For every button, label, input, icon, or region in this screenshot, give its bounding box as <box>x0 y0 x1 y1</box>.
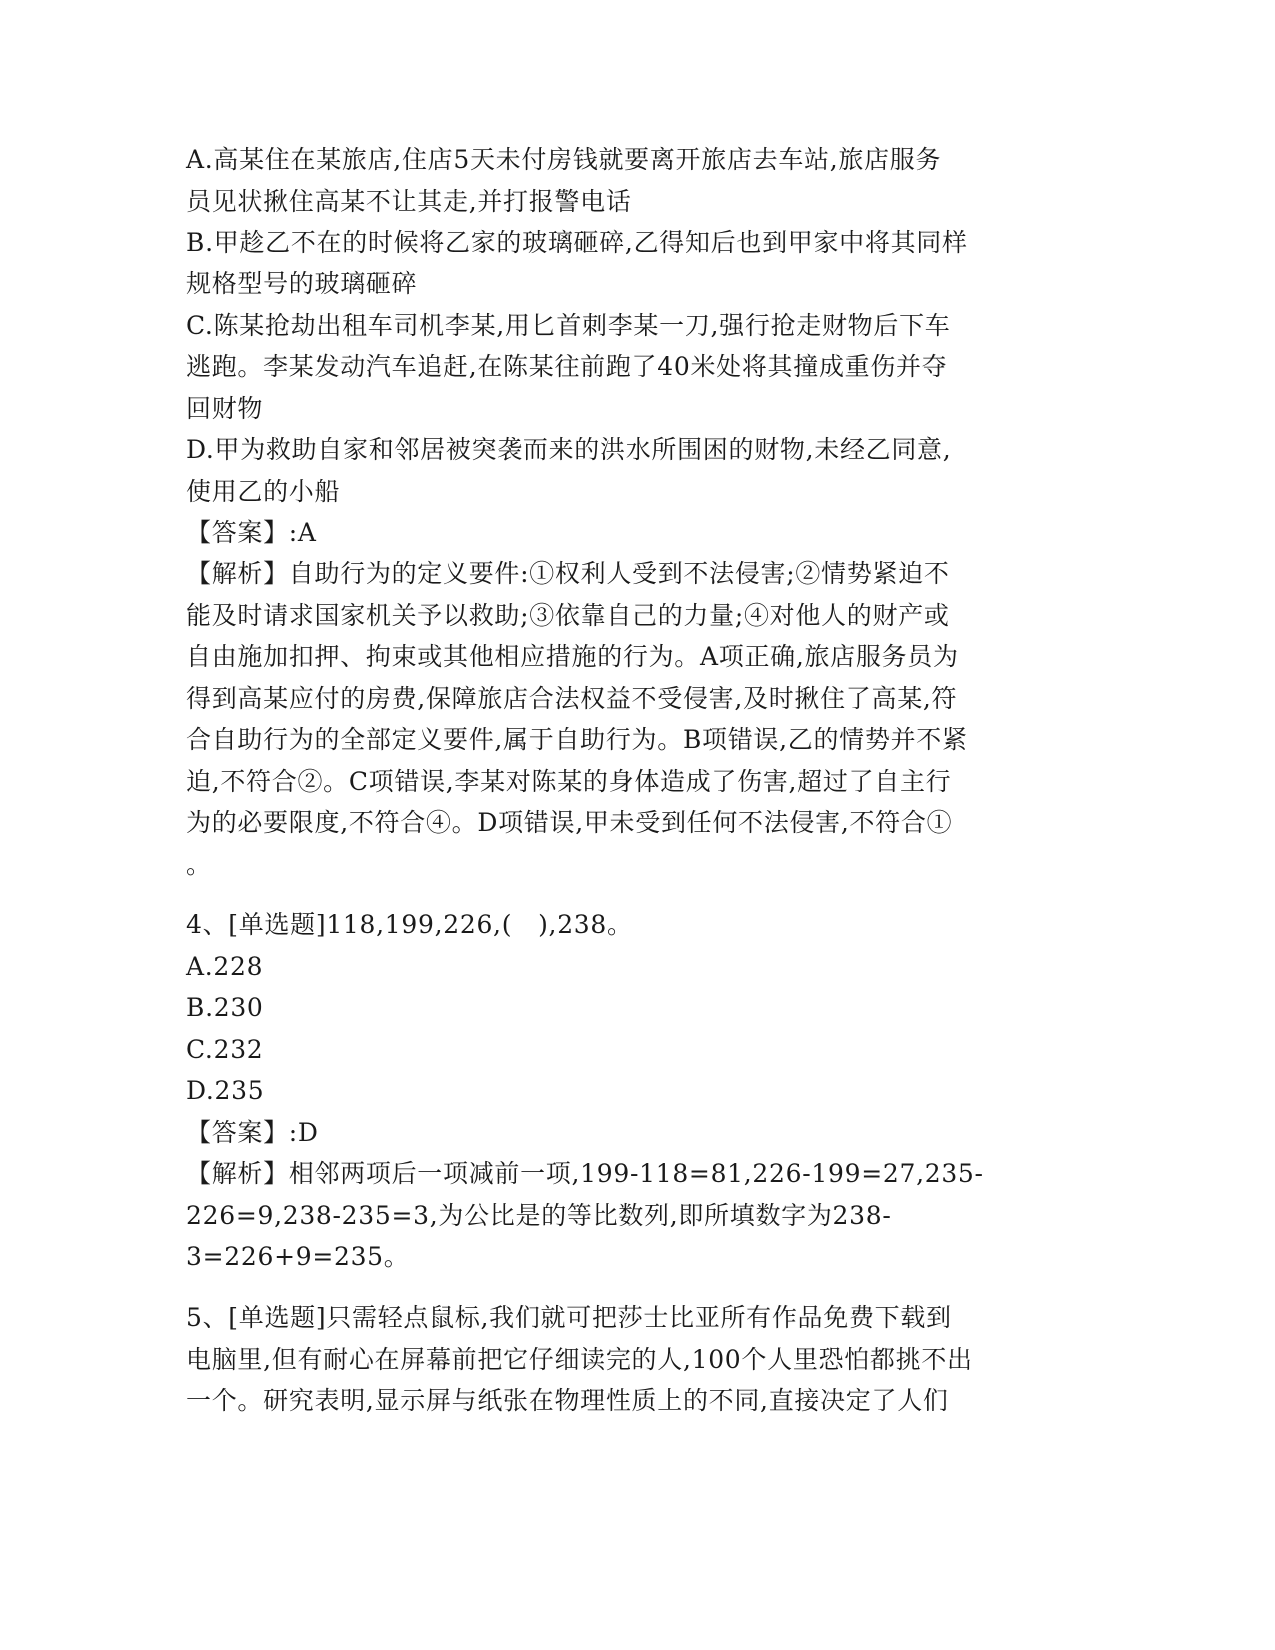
analysis-line-7: 为的必要限度,不符合④。D项错误,甲未受到任何不法侵害,不符合① <box>186 808 953 837</box>
question-5-stem-line-2: 电脑里,但有耐心在屏幕前把它仔细读完的人,100个人里恐怕都挑不出 <box>186 1345 973 1374</box>
analysis-line-8: 。 <box>186 850 212 879</box>
question-4-option-c: C.232 <box>186 1035 264 1064</box>
option-b-line-1: B.甲趁乙不在的时候将乙家的玻璃砸碎,乙得知后也到甲家中将其同样 <box>186 228 968 257</box>
option-c-line-3: 回财物 <box>186 394 264 423</box>
answer-label: 【答案】:A <box>186 518 317 547</box>
analysis-line-4: 得到高某应付的房费,保障旅店合法权益不受侵害,及时揪住了高某,符 <box>186 684 958 713</box>
question-4-analysis-line-1: 【解析】相邻两项后一项减前一项,199-118=81,226-199=27,235- <box>186 1159 984 1188</box>
question-4-analysis-line-3: 3=226+9=235。 <box>186 1242 410 1271</box>
question-4-answer: 【答案】:D <box>186 1118 319 1147</box>
analysis-line-1: 【解析】自助行为的定义要件:①权利人受到不法侵害;②情势紧迫不 <box>186 559 950 588</box>
question-5-stem-line-3: 一个。研究表明,显示屏与纸张在物理性质上的不同,直接决定了人们 <box>186 1386 949 1415</box>
option-a-line-1: A.高某住在某旅店,住店5天未付房钱就要离开旅店去车站,旅店服务 <box>186 145 942 174</box>
question-4-option-b: B.230 <box>186 993 264 1022</box>
question-5-stem-line-1: 5、[单选题]只需轻点鼠标,我们就可把莎士比亚所有作品免费下载到 <box>186 1303 952 1332</box>
option-d-line-2: 使用乙的小船 <box>186 477 341 506</box>
option-b-line-2: 规格型号的玻璃砸碎 <box>186 269 418 298</box>
question-4-analysis-line-2: 226=9,238-235=3,为公比是的等比数列,即所填数字为238- <box>186 1201 892 1230</box>
question-4-option-a: A.228 <box>186 952 264 981</box>
option-d-line-1: D.甲为救助自家和邻居被突袭而来的洪水所围困的财物,未经乙同意, <box>186 435 952 464</box>
question-4-option-d: D.235 <box>186 1076 265 1105</box>
option-a-line-2: 员见状揪住高某不让其走,并打报警电话 <box>186 187 632 216</box>
analysis-line-6: 迫,不符合②。C项错误,李某对陈某的身体造成了伤害,超过了自主行 <box>186 767 952 796</box>
option-c-line-2: 逃跑。李某发动汽车追赶,在陈某往前跑了40米处将其撞成重伤并夺 <box>186 352 948 381</box>
analysis-line-5: 合自助行为的全部定义要件,属于自助行为。B项错误,乙的情势并不紧 <box>186 725 968 754</box>
question-4-stem: 4、[单选题]118,199,226,( ),238。 <box>186 910 633 939</box>
option-c-line-1: C.陈某抢劫出租车司机李某,用匕首刺李某一刀,强行抢走财物后下车 <box>186 311 951 340</box>
analysis-line-2: 能及时请求国家机关予以救助;③依靠自己的力量;④对他人的财产或 <box>186 601 950 630</box>
analysis-line-3: 自由施加扣押、拘束或其他相应措施的行为。A项正确,旅店服务员为 <box>186 642 959 671</box>
